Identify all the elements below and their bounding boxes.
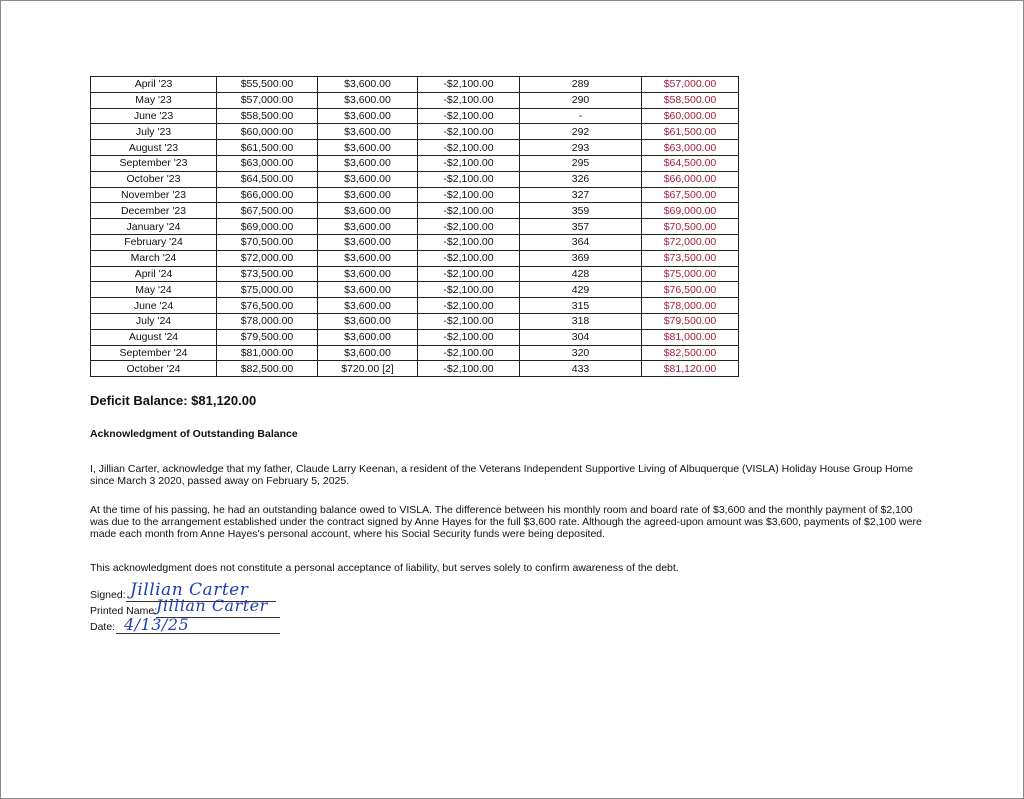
prior-balance-cell: $55,500.00: [217, 77, 318, 93]
reference-cell: 318: [520, 313, 642, 329]
payment-cell: -$2,100.00: [418, 203, 520, 219]
prior-balance-cell: $61,500.00: [217, 140, 318, 156]
prior-balance-cell: $79,500.00: [217, 329, 318, 345]
charge-cell: $3,600.00: [318, 92, 418, 108]
reference-cell: 290: [520, 92, 642, 108]
reference-cell: 315: [520, 298, 642, 314]
month-cell: April '23: [91, 77, 217, 93]
month-cell: February '24: [91, 234, 217, 250]
reference-cell: 428: [520, 266, 642, 282]
month-cell: September '23: [91, 155, 217, 171]
balance-cell: $82,500.00: [642, 345, 739, 361]
date-label: Date:: [90, 621, 116, 633]
reference-cell: 357: [520, 219, 642, 235]
charge-cell: $3,600.00: [318, 140, 418, 156]
month-cell: March '24: [91, 250, 217, 266]
reference-cell: 304: [520, 329, 642, 345]
printed-name-label: Printed Name:: [90, 605, 158, 617]
reference-cell: 369: [520, 250, 642, 266]
month-cell: August '23: [91, 140, 217, 156]
reference-cell: 327: [520, 187, 642, 203]
prior-balance-cell: $73,500.00: [217, 266, 318, 282]
payment-cell: -$2,100.00: [418, 124, 520, 140]
charge-cell: $3,600.00: [318, 313, 418, 329]
charge-cell: $3,600.00: [318, 329, 418, 345]
paragraph-balance-details: At the time of his passing, he had an outstanding balance owed to VISLA. The difference between his monthly room and board rate of $3,600 and the monthly payment of $2,100 was due to the arrangement established under the contract signed by Anne Hayes for the full $3,600 rate. Although the agreed-upon amount was $3,600, payments of $2,100 were made each month from Anne Hayes's personal account, where his Social Security funds were being deposited.: [90, 504, 922, 541]
payment-cell: -$2,100.00: [418, 77, 520, 93]
month-cell: August '24: [91, 329, 217, 345]
balance-cell: $69,000.00: [642, 203, 739, 219]
prior-balance-cell: $72,000.00: [217, 250, 318, 266]
reference-cell: 293: [520, 140, 642, 156]
balance-cell: $78,000.00: [642, 298, 739, 314]
charge-cell: $3,600.00: [318, 187, 418, 203]
payment-cell: -$2,100.00: [418, 171, 520, 187]
table-row: [91, 250, 739, 266]
balance-cell: $73,500.00: [642, 250, 739, 266]
balance-cell: $79,500.00: [642, 313, 739, 329]
reference-cell: 289: [520, 77, 642, 93]
reference-cell: 429: [520, 282, 642, 298]
table-row: [91, 282, 739, 298]
month-cell: January '24: [91, 219, 217, 235]
month-cell: October '24: [91, 361, 217, 377]
table-row: [91, 298, 739, 314]
ledger-body: [91, 77, 739, 377]
table-row: [91, 203, 739, 219]
prior-balance-cell: $78,000.00: [217, 313, 318, 329]
payment-cell: -$2,100.00: [418, 250, 520, 266]
prior-balance-cell: $69,000.00: [217, 219, 318, 235]
table-row: [91, 140, 739, 156]
table-row: [91, 171, 739, 187]
reference-cell: 292: [520, 124, 642, 140]
charge-cell: $3,600.00: [318, 298, 418, 314]
reference-cell: 295: [520, 155, 642, 171]
prior-balance-cell: $70,500.00: [217, 234, 318, 250]
date-handwritten: 4/13/25: [124, 615, 190, 634]
reference-cell: 320: [520, 345, 642, 361]
month-cell: May '23: [91, 92, 217, 108]
month-cell: July '23: [91, 124, 217, 140]
balance-cell: $70,500.00: [642, 219, 739, 235]
paragraph-disclaimer: This acknowledgment does not constitute a personal acceptance of liability, but serves solely to confirm awareness of the debt.: [90, 562, 679, 574]
printed-name-handwritten: Jillian Carter: [156, 596, 268, 615]
payment-cell: -$2,100.00: [418, 234, 520, 250]
month-cell: December '23: [91, 203, 217, 219]
charge-cell: $3,600.00: [318, 219, 418, 235]
month-cell: September '24: [91, 345, 217, 361]
prior-balance-cell: $66,000.00: [217, 187, 318, 203]
payment-cell: -$2,100.00: [418, 108, 520, 124]
table-row: [91, 266, 739, 282]
table-row: [91, 92, 739, 108]
signed-label: Signed:: [90, 589, 126, 601]
payment-cell: -$2,100.00: [418, 219, 520, 235]
table-row: [91, 124, 739, 140]
month-cell: November '23: [91, 187, 217, 203]
balance-cell: $63,000.00: [642, 140, 739, 156]
month-cell: June '23: [91, 108, 217, 124]
payment-cell: -$2,100.00: [418, 345, 520, 361]
balance-cell: $61,500.00: [642, 124, 739, 140]
balance-cell: $72,000.00: [642, 234, 739, 250]
payment-cell: -$2,100.00: [418, 140, 520, 156]
deficit-balance: Deficit Balance: $81,120.00: [90, 393, 257, 408]
charge-cell: $720.00 [2]: [318, 361, 418, 377]
prior-balance-cell: $63,000.00: [217, 155, 318, 171]
date-row: [90, 615, 280, 634]
reference-cell: 326: [520, 171, 642, 187]
balance-cell: $75,000.00: [642, 266, 739, 282]
prior-balance-cell: $67,500.00: [217, 203, 318, 219]
balance-cell: $81,120.00: [642, 361, 739, 377]
payment-cell: -$2,100.00: [418, 282, 520, 298]
payment-cell: -$2,100.00: [418, 361, 520, 377]
prior-balance-cell: $76,500.00: [217, 298, 318, 314]
table-row: [91, 361, 739, 377]
charge-cell: $3,600.00: [318, 77, 418, 93]
payment-cell: -$2,100.00: [418, 329, 520, 345]
prior-balance-cell: $60,000.00: [217, 124, 318, 140]
charge-cell: $3,600.00: [318, 234, 418, 250]
month-cell: June '24: [91, 298, 217, 314]
reference-cell: 433: [520, 361, 642, 377]
payment-cell: -$2,100.00: [418, 266, 520, 282]
table-row: [91, 234, 739, 250]
month-cell: October '23: [91, 171, 217, 187]
balance-cell: $66,000.00: [642, 171, 739, 187]
month-cell: May '24: [91, 282, 217, 298]
reference-cell: -: [520, 108, 642, 124]
reference-cell: 359: [520, 203, 642, 219]
month-cell: July '24: [91, 313, 217, 329]
charge-cell: $3,600.00: [318, 124, 418, 140]
payment-cell: -$2,100.00: [418, 92, 520, 108]
paragraph-acknowledgment: I, Jillian Carter, acknowledge that my father, Claude Larry Keenan, a resident of the Veterans Independent Supportive Living of Albuquerque (VISLA) Holiday House Group Home since March 3 2020, passed away on February 5, 2025.: [90, 463, 913, 488]
charge-cell: $3,600.00: [318, 345, 418, 361]
table-row: [91, 187, 739, 203]
table-row: [91, 345, 739, 361]
balance-cell: $81,000.00: [642, 329, 739, 345]
month-cell: April '24: [91, 266, 217, 282]
charge-cell: $3,600.00: [318, 203, 418, 219]
balance-cell: $76,500.00: [642, 282, 739, 298]
table-row: [91, 313, 739, 329]
balance-cell: $67,500.00: [642, 187, 739, 203]
payment-cell: -$2,100.00: [418, 313, 520, 329]
balance-cell: $57,000.00: [642, 77, 739, 93]
balance-cell: $60,000.00: [642, 108, 739, 124]
table-row: [91, 219, 739, 235]
prior-balance-cell: $57,000.00: [217, 92, 318, 108]
table-row: [91, 329, 739, 345]
balance-cell: $58,500.00: [642, 92, 739, 108]
balance-cell: $64,500.00: [642, 155, 739, 171]
prior-balance-cell: $82,500.00: [217, 361, 318, 377]
payment-cell: -$2,100.00: [418, 187, 520, 203]
table-row: [91, 155, 739, 171]
table-row: [91, 108, 739, 124]
charge-cell: $3,600.00: [318, 266, 418, 282]
prior-balance-cell: $58,500.00: [217, 108, 318, 124]
ledger-table: [90, 76, 739, 377]
acknowledgment-heading: Acknowledgment of Outstanding Balance: [90, 428, 298, 440]
charge-cell: $3,600.00: [318, 108, 418, 124]
prior-balance-cell: $81,000.00: [217, 345, 318, 361]
signature-handwritten: Jillian Carter: [130, 580, 249, 600]
payment-cell: -$2,100.00: [418, 155, 520, 171]
reference-cell: 364: [520, 234, 642, 250]
charge-cell: $3,600.00: [318, 155, 418, 171]
payment-cell: -$2,100.00: [418, 298, 520, 314]
table-row: [91, 77, 739, 93]
prior-balance-cell: $64,500.00: [217, 171, 318, 187]
charge-cell: $3,600.00: [318, 282, 418, 298]
prior-balance-cell: $75,000.00: [217, 282, 318, 298]
charge-cell: $3,600.00: [318, 250, 418, 266]
charge-cell: $3,600.00: [318, 171, 418, 187]
